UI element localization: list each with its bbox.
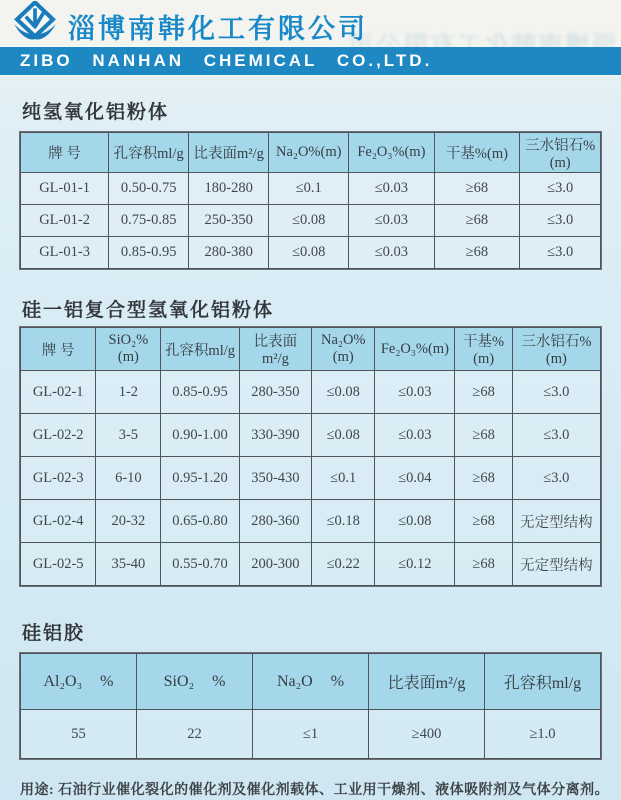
company-name-band (0, 45, 621, 75)
column-header: Na₂O%(m) (269, 133, 349, 173)
table-row (21, 205, 601, 237)
column-header: Al₂O₃ % (21, 654, 137, 710)
column-header: 比表面m²/g (239, 328, 312, 371)
column-header: 干基%(m) (434, 133, 520, 173)
company-logo-icon (12, 1, 58, 47)
value-cell: 280-380 (189, 237, 269, 269)
value-cell: ≤0.04 (375, 457, 455, 500)
value-cell: 0.55-0.70 (161, 543, 239, 586)
value-cell: ≤3.0 (520, 237, 601, 269)
column-header: Na₂O % (253, 654, 369, 710)
column-header: 比表面m²/g (369, 654, 485, 710)
table-row (21, 457, 601, 500)
value-cell: ≤3.0 (520, 173, 601, 205)
section-title-pure-aluminum-hydroxide: 纯氢氧化铝粉体 (22, 102, 170, 123)
grade-cell: GL-02-3 (21, 457, 96, 500)
table-row (21, 237, 601, 269)
value-cell: ≤0.08 (312, 414, 375, 457)
value-cell: ≥400 (369, 710, 485, 759)
value-cell: ≥1.0 (485, 710, 601, 759)
column-header: SiO₂ % (137, 654, 253, 710)
value-cell: ≤0.03 (349, 205, 434, 237)
column-header: 孔容积ml/g (109, 133, 189, 173)
value-cell: 0.95-1.20 (161, 457, 239, 500)
grade-cell: GL-02-5 (21, 543, 96, 586)
value-cell: 20-32 (96, 500, 161, 543)
value-cell: ≤0.03 (375, 371, 455, 414)
value-cell: 55 (21, 710, 137, 759)
value-cell: 3-5 (96, 414, 161, 457)
column-header: 孔容积ml/g (161, 328, 239, 371)
grade-cell: GL-01-3 (21, 237, 109, 269)
column-header: 三水铝石%(m) (520, 133, 601, 173)
value-cell: ≤3.0 (512, 457, 600, 500)
value-cell: 0.90-1.00 (161, 414, 239, 457)
value-cell: 0.85-0.95 (109, 237, 189, 269)
value-cell: 280-350 (239, 371, 312, 414)
section-title-si-al-composite: 硅一铝复合型氢氧化铝粉体 (22, 300, 275, 321)
value-cell: 35-40 (96, 543, 161, 586)
grade-cell: GL-01-2 (21, 205, 109, 237)
column-header: 孔容积ml/g (485, 654, 601, 710)
column-header: 三水铝石%(m) (512, 328, 600, 371)
value-cell: ≥68 (455, 457, 512, 500)
table-row (21, 543, 601, 586)
value-cell: ≤0.12 (375, 543, 455, 586)
table-row (21, 414, 601, 457)
value-cell: ≤0.03 (375, 414, 455, 457)
value-cell: 280-360 (239, 500, 312, 543)
value-cell: ≤1 (253, 710, 369, 759)
value-cell: 22 (137, 710, 253, 759)
value-cell: 6-10 (96, 457, 161, 500)
table-row (21, 710, 601, 759)
value-cell: ≥68 (434, 237, 520, 269)
value-cell: ≤3.0 (520, 205, 601, 237)
usage-note: 用途: 石油行业催化裂化的催化剂及催化剂载体、工业用干燥剂、液体吸附剂及气体分离剂。 (20, 783, 610, 798)
table-header-row (21, 328, 601, 371)
column-header: Na₂O%(m) (312, 328, 375, 371)
column-header: Fe₂O₃%(m) (349, 133, 434, 173)
value-cell: ≥68 (434, 173, 520, 205)
value-cell: 0.50-0.75 (109, 173, 189, 205)
spec-table-pure-aluminum-hydroxide (20, 132, 601, 269)
value-cell: ≤0.08 (312, 371, 375, 414)
value-cell: 0.85-0.95 (161, 371, 239, 414)
column-header: 牌 号 (21, 328, 96, 371)
table-row (21, 173, 601, 205)
table-header-row (21, 654, 601, 710)
value-cell: ≤0.08 (375, 500, 455, 543)
value-cell: 200-300 (239, 543, 312, 586)
value-cell: ≥68 (455, 500, 512, 543)
value-cell: 无定型结构 (512, 543, 600, 586)
value-cell: 330-390 (239, 414, 312, 457)
table-row (21, 500, 601, 543)
spec-table-silica-alumina-gel (20, 653, 601, 759)
value-cell: 250-350 (189, 205, 269, 237)
table-header-row (21, 133, 601, 173)
column-header: 比表面m²/g (189, 133, 269, 173)
value-cell: ≥68 (434, 205, 520, 237)
value-cell: ≤0.18 (312, 500, 375, 543)
column-header: SiO₂%(m) (96, 328, 161, 371)
value-cell: ≤0.08 (269, 237, 349, 269)
value-cell: 180-280 (189, 173, 269, 205)
value-cell: ≤3.0 (512, 414, 600, 457)
grade-cell: GL-02-1 (21, 371, 96, 414)
column-header: 干基%(m) (455, 328, 512, 371)
spec-table-si-al-composite (20, 327, 601, 586)
value-cell: ≤0.22 (312, 543, 375, 586)
company-name-chinese: 淄博南韩化工有限公司 (68, 14, 368, 44)
column-header: 牌 号 (21, 133, 109, 173)
value-cell: ≤3.0 (512, 371, 600, 414)
value-cell: ≥68 (455, 543, 512, 586)
value-cell: ≤0.1 (312, 457, 375, 500)
company-name-english: ZIBO NANHAN CHEMICAL CO.,LTD. (20, 51, 433, 70)
value-cell: 无定型结构 (512, 500, 600, 543)
grade-cell: GL-01-1 (21, 173, 109, 205)
value-cell: ≤0.03 (349, 237, 434, 269)
document-body (0, 97, 621, 799)
value-cell: 0.75-0.85 (109, 205, 189, 237)
grade-cell: GL-02-4 (21, 500, 96, 543)
page-header (0, 0, 621, 45)
table-row (21, 371, 601, 414)
value-cell: 1-2 (96, 371, 161, 414)
value-cell: 0.65-0.80 (161, 500, 239, 543)
value-cell: 350-430 (239, 457, 312, 500)
grade-cell: GL-02-2 (21, 414, 96, 457)
value-cell: ≤0.03 (349, 173, 434, 205)
value-cell: ≥68 (455, 414, 512, 457)
section-title-silica-alumina-gel: 硅铝胶 (22, 623, 86, 644)
value-cell: ≥68 (455, 371, 512, 414)
column-header: Fe₂O₃%(m) (375, 328, 455, 371)
value-cell: ≤0.08 (269, 205, 349, 237)
value-cell: ≤0.1 (269, 173, 349, 205)
